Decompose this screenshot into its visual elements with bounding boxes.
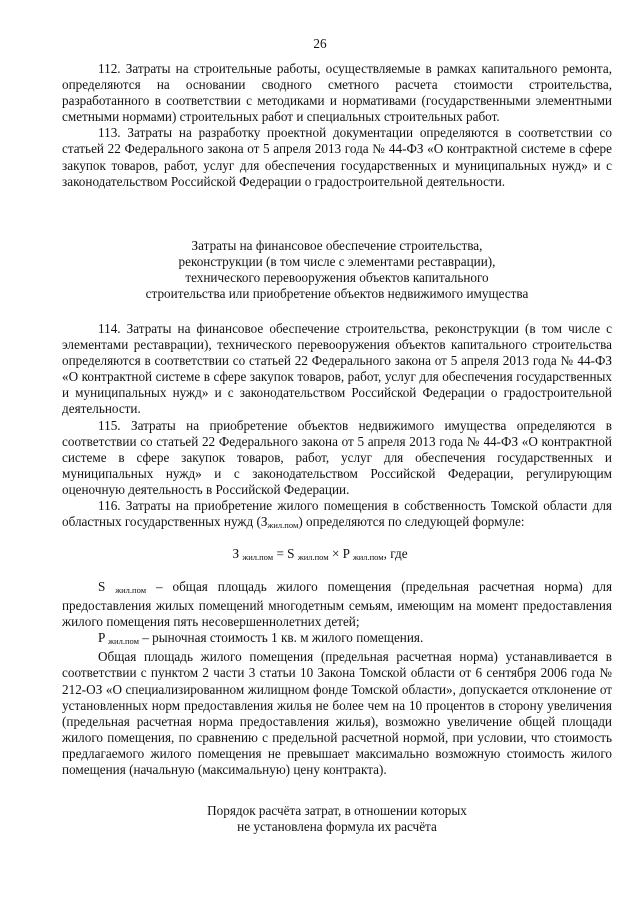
subscript: жил.пом [352,552,384,562]
paragraph-116: 116. Затраты на приобретение жилого помещения в собственность Томской области для областных государственных нужд $(З_{жил.пом})$ определяются по следующей формуле: [62,498,612,531]
subscript: жил.пом [267,520,299,531]
paragraphs-top [62,61,612,190]
paragraphs-mid [62,321,612,533]
paragraph-114: 114. Затраты на финансовое обеспечение строительства, реконструкции (в том числе с элементами реставрации), технического перевооружения объектов капитального строительства определяются в соответствии со статьей 22 Федерального закона от 5 апреля 2013 года № 44-ФЗ «О контрактной системе в сфере закупок товаров, работ, услуг для обеспечения государственных и муниципальных нужд» и с законодательством Российской Федерации о градостроительной деятельности. [62,321,612,417]
subscript: жил.пом [242,552,274,562]
heading-line: Затраты на финансовое обеспечение строительства, [191,238,483,253]
subscript: жил.пом [108,636,139,647]
heading-line: Порядок расчёта затрат, в отношении которых [207,803,467,818]
subscript: жил.пом [297,552,329,562]
formula: З $_{жил.пом}$ = S $_{жил.пом}$ × P $_{жил.пом}$, где [232,546,408,562]
paragraphs-definitions [62,579,612,778]
definition-s: S $_{жил.пом}$ – общая площадь жилого помещения (предельная расчетная норма) для предоставления жилых помещений многодетным семьям, имеющим на момент предоставления жилого помещения пять несовершеннолетних детей; [62,579,613,630]
heading-line: реконструкции (в том числе с элементами реставрации), [178,254,496,270]
section-heading-financing [62,238,612,302]
paragraph-area-norm: Общая площадь жилого помещения (предельная расчетная норма) устанавливается в соответствии с пунктом 2 части 3 статьи 10 Закона Томской области от 6 сентября 2006 года № 212-ОЗ «О специализированном жилищном фонде Томской области», допускается отклонение от установленных норм предоставления жилья не более чем на 10 процентов в сторону увеличения (предельная расчетная норма предоставления жилья), возможно увеличение общей площади жилого помещения, по сравнению с предельной расчетной нормой, при условии, что стоимость предлагаемого жилого помещения не превышает максимально возможную стоимость жилого помещения (начальную (максимальную) цену контракта). [62,649,612,778]
paragraph-113: 113. Затраты на разработку проектной документации определяются в соответствии со статьей 22 Федерального закона от 5 апреля 2013 года № 44-ФЗ «О контрактной системе в сфере закупок товаров, работ, услуг для обеспечения государственных и муниципальных нужд» и с законодательством Российской Федерации о градостроительной деятельности. [62,125,612,189]
page-number: 26 [313,36,327,51]
heading-line: не установлена формула их расчёта [237,819,437,835]
heading-line: строительства или приобретение объектов недвижимого имущества [145,286,529,302]
paragraph-115: 115. Затраты на приобретение объектов недвижимого имущества определяются в соответствии со статьей 22 Федерального закона от 5 апреля 2013 года № 44-ФЗ «О контрактной системе в сфере закупок товаров, работ, услуг для обеспечения государственных и муниципальных нужд» и с законодательством Российской Федерации, регулирующим оценочную деятельность в Российской Федерации. [62,417,612,497]
paragraph-112: 112. Затраты на строительные работы, осуществляемые в рамках капитального ремонта, определяются на основании сводного сметного расчета стоимости строительства, разработанного в соответствии с методиками и нормативами (государственными элементными сметными нормами) строительных работ и специальных строительных работ. [62,61,612,125]
subscript: жил.пом [115,585,147,595]
definition-p: P $_{жил.пом}$ – рыночная стоимость 1 кв. м жилого помещения. [98,630,424,647]
heading-line: технического перевооружения объектов капитального [185,270,489,286]
section-heading-other-costs [62,803,612,835]
